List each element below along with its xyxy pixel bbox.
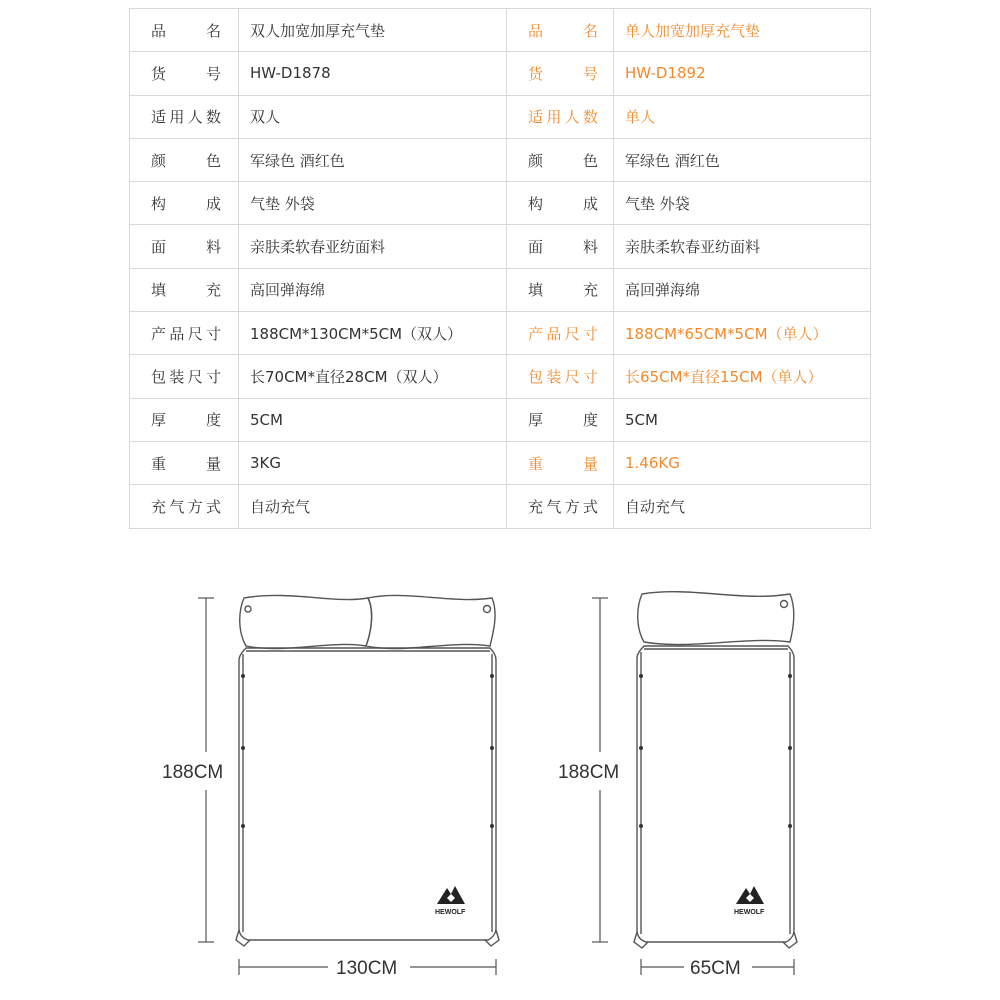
single-spec-value-text: 军绿色 酒红色: [625, 151, 720, 170]
double-spec-value-text: 军绿色 酒红色: [250, 151, 345, 170]
single-spec-value-text: 单人加宽加厚充气垫: [625, 21, 761, 40]
single-spec-value-text: 自动充气: [625, 497, 686, 516]
double-mat-diagram: [236, 595, 499, 946]
double-spec-label-text: 包装尺寸: [151, 368, 221, 387]
single-spec-label-text: 产品尺寸: [528, 324, 598, 343]
single-brand-text: HEWOLF: [734, 909, 765, 916]
double-pillow-left: [240, 595, 372, 648]
snap-button-icon: [639, 824, 643, 828]
snap-button-icon: [490, 824, 494, 828]
single-spec-label-text: 充气方式: [528, 497, 598, 516]
snap-button-icon: [241, 824, 245, 828]
single-spec-label-text: 包装尺寸: [528, 368, 598, 387]
single-spec-value-text: 1.46KG: [625, 454, 680, 473]
snap-button-icon: [490, 746, 494, 750]
valve-icon: [484, 606, 491, 613]
single-spec-value-text: 188CM*65CM*5CM（单人）: [625, 324, 828, 343]
single-spec-label-text: 适用人数: [528, 108, 598, 127]
double-length-label: 188CM: [162, 762, 224, 783]
single-spec-label-text: 颜 色: [528, 151, 598, 170]
double-spec-label-text: 填 充: [151, 281, 221, 300]
single-spec-value-text: 单人: [625, 108, 656, 127]
single-mat-diagram: [634, 592, 797, 948]
double-spec-label-text: 品 名: [151, 21, 221, 40]
double-spec-label-text: 货 号: [151, 64, 221, 83]
snap-button-icon: [788, 824, 792, 828]
snap-button-icon: [639, 746, 643, 750]
snap-button-icon: [788, 746, 792, 750]
single-spec-value-text: HW-D1892: [625, 64, 706, 83]
valve-icon: [781, 601, 788, 608]
double-spec-value-text: 5CM: [250, 410, 283, 429]
single-mat-body: [637, 646, 794, 942]
double-spec-value-text: 长70CM*直径28CM（双人）: [250, 368, 448, 387]
double-width-label: 130CM: [336, 958, 398, 979]
snap-button-icon: [241, 746, 245, 750]
double-spec-label-text: 颜 色: [151, 151, 221, 170]
single-spec-label-text: 货 号: [528, 64, 598, 83]
single-spec-value-text: 亲肤柔软春亚纺面料: [625, 238, 761, 257]
snap-button-icon: [639, 674, 643, 678]
double-spec-value-text: 双人加宽加厚充气垫: [250, 21, 386, 40]
double-spec-label-text: 充气方式: [151, 497, 221, 516]
single-length-label: 188CM: [558, 762, 620, 783]
double-spec-label-text: 构 成: [151, 194, 221, 213]
double-brand-text: HEWOLF: [435, 909, 466, 916]
single-spec-label-text: 填 充: [528, 281, 598, 300]
single-spec-label-text: 重 量: [528, 454, 598, 473]
single-spec-label-text: 面 料: [528, 238, 598, 257]
single-spec-value-text: 长65CM*直径15CM（单人）: [625, 368, 823, 387]
single-spec-label-text: 品 名: [528, 21, 598, 40]
double-spec-label-text: 重 量: [151, 454, 221, 473]
double-spec-value-text: 3KG: [250, 454, 282, 473]
snap-button-icon: [490, 674, 494, 678]
double-spec-value-text: 亲肤柔软春亚纺面料: [250, 238, 386, 257]
double-spec-label-text: 适用人数: [151, 108, 221, 127]
valve-icon: [245, 606, 251, 612]
double-spec-label-text: 厚 度: [151, 411, 221, 430]
single-width-label: 65CM: [690, 958, 741, 979]
double-pillow-right: [366, 595, 495, 648]
single-pillow: [638, 592, 794, 645]
hewolf-logo-icon: [435, 886, 466, 916]
double-spec-label-text: 产品尺寸: [151, 324, 221, 343]
double-spec-label-text: 面 料: [151, 238, 221, 257]
snap-button-icon: [788, 674, 792, 678]
single-spec-label-text: 厚 度: [528, 411, 598, 430]
single-spec-value-text: 5CM: [625, 410, 658, 429]
snap-button-icon: [241, 674, 245, 678]
single-spec-label-text: 构 成: [528, 194, 598, 213]
double-spec-value-text: 自动充气: [250, 497, 311, 516]
double-spec-value-text: 双人: [250, 108, 281, 127]
double-spec-value-text: HW-D1878: [250, 64, 331, 83]
double-spec-value-text: 188CM*130CM*5CM（双人）: [250, 324, 463, 343]
double-spec-value-text: 气垫 外袋: [250, 194, 315, 213]
single-spec-value-text: 高回弹海绵: [625, 281, 701, 300]
single-snap-buttons: [639, 674, 792, 828]
single-spec-value-text: 气垫 外袋: [625, 194, 690, 213]
double-spec-value-text: 高回弹海绵: [250, 281, 326, 300]
double-snap-buttons: [241, 674, 494, 828]
hewolf-logo-icon: [734, 886, 765, 916]
